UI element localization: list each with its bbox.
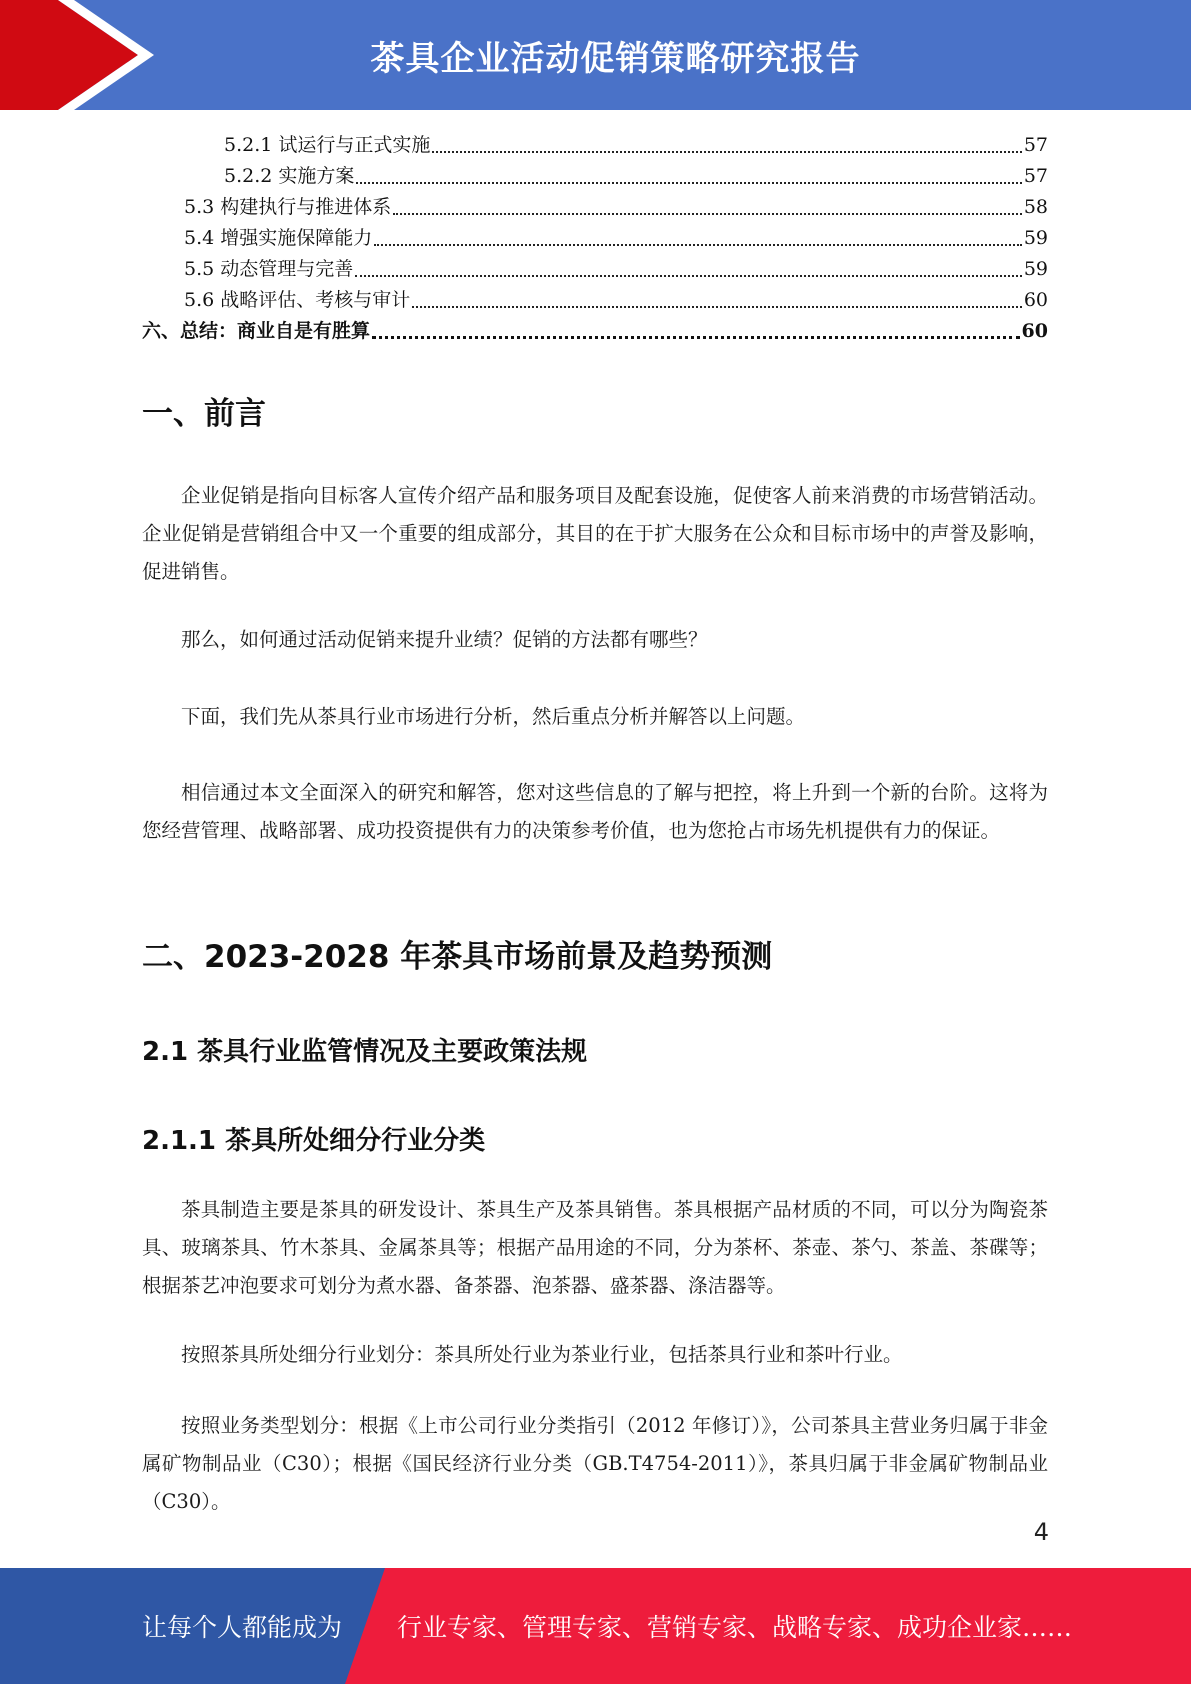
- toc-entry-page: 60: [1021, 320, 1048, 342]
- subsection-heading: 2.1.1 茶具所处细分行业分类: [142, 1126, 486, 1156]
- toc-entry-title: 5.2.2 实施方案: [224, 165, 355, 187]
- toc-entry-page: 57: [1023, 134, 1048, 156]
- toc-entry-page: 58: [1023, 196, 1048, 218]
- paragraph: 下面，我们先从茶具行业市场进行分析，然后重点分析并解答以上问题。: [181, 705, 806, 728]
- paragraph: 那么，如何通过活动促销来提升业绩？促销的方法都有哪些？: [181, 628, 708, 651]
- toc-entry-title: 5.3 构建执行与推进体系: [184, 196, 392, 218]
- toc-leader-dots: [355, 274, 1022, 277]
- toc-entry-title: 六、总结：商业自是有胜算: [142, 320, 371, 342]
- toc-entry-title: 5.6 战略评估、考核与审计: [184, 289, 411, 311]
- paragraph: 茶具制造主要是茶具的研发设计、茶具生产及茶具销售。茶具根据产品材质的不同，可以分为陶瓷茶具、玻璃茶具、竹木茶具、金属茶具等；根据产品用途的不同，分为茶杯、茶壶、茶勺、茶盖、茶碟等；根据茶艺冲泡要求可划分为煮水器、备茶器、泡茶器、盛茶器、涤洁器等。: [142, 1198, 1048, 1297]
- toc-entry-page: 57: [1023, 165, 1048, 187]
- toc-leader-dots: [412, 305, 1022, 308]
- section-heading-preface: 一、前言: [142, 396, 266, 432]
- paragraph: 企业促销是指向目标客人宣传介绍产品和服务项目及配套设施，促使客人前来消费的市场营销活动。企业促销是营销组合中又一个重要的组成部分，其目的在于扩大服务在公众和目标市场中的声誉及影响，促进销售。: [142, 484, 1048, 583]
- toc-entry-title: 5.5 动态管理与完善: [184, 258, 354, 280]
- toc-leader-dots: [393, 212, 1022, 215]
- toc-leader-dots: [372, 335, 1020, 339]
- paragraph: 按照茶具所处细分行业划分：茶具所处行业为茶业行业，包括茶具行业和茶叶行业。: [181, 1343, 903, 1366]
- toc-entry[interactable]: [142, 161, 1048, 192]
- footer-slogan-right: 行业专家、管理专家、营销专家、战略专家、成功企业家……: [397, 1613, 1073, 1642]
- report-title: 茶具企业活动促销策略研究报告: [370, 38, 861, 79]
- page-number: 4: [1033, 1518, 1049, 1546]
- toc-entry[interactable]: [142, 223, 1048, 254]
- toc-entry-title: 5.2.1 试运行与正式实施: [224, 134, 431, 156]
- toc-entry-page: 59: [1023, 258, 1048, 280]
- toc-entry-page: 59: [1023, 227, 1048, 249]
- paragraph: 按照业务类型划分：根据《上市公司行业分类指引（2012 年修订）》，公司茶具主营业务归属于非金属矿物制品业（C30）；根据《国民经济行业分类（GB.T4754-2011）》，茶具归属于非金属矿物制品业（C30）。: [142, 1414, 1048, 1513]
- subsection-heading: 2.1 茶具行业监管情况及主要政策法规: [142, 1037, 588, 1067]
- toc-entry[interactable]: [142, 285, 1048, 316]
- toc-entry[interactable]: [142, 316, 1048, 347]
- toc-entry[interactable]: [142, 192, 1048, 223]
- toc-entry[interactable]: [142, 130, 1048, 161]
- page-footer: [0, 1568, 1191, 1684]
- toc-leader-dots: [374, 243, 1022, 246]
- section-heading-market-forecast: 二、2023-2028 年茶具市场前景及趋势预测: [142, 939, 773, 975]
- footer-slogan-left: 让每个人都能成为: [142, 1613, 343, 1642]
- toc-entry[interactable]: [142, 254, 1048, 285]
- page-header: [0, 0, 1191, 110]
- toc-leader-dots: [432, 150, 1021, 153]
- paragraph: 相信通过本文全面深入的研究和解答，您对这些信息的了解与把控，将上升到一个新的台阶。这将为您经营管理、战略部署、成功投资提供有力的决策参考价值，也为您抢占市场先机提供有力的保证。: [142, 781, 1048, 842]
- toc-leader-dots: [356, 181, 1021, 184]
- toc-entry-title: 5.4 增强实施保障能力: [184, 227, 373, 249]
- toc-entry-page: 60: [1023, 289, 1048, 311]
- table-of-contents: [142, 130, 1048, 347]
